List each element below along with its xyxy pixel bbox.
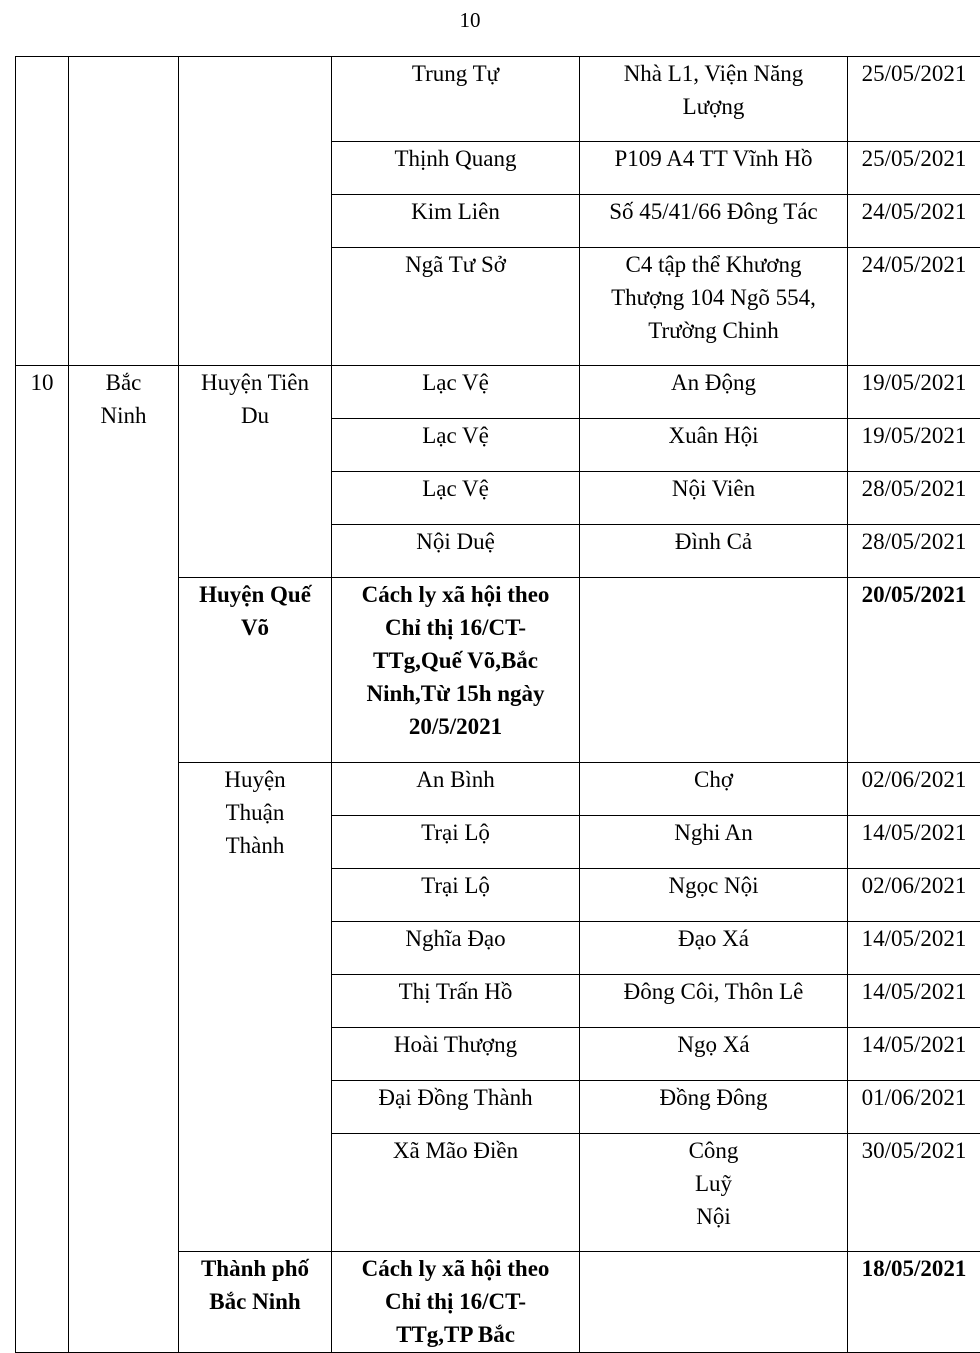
date-cell: 25/05/2021: [848, 142, 980, 195]
date-cell: 28/05/2021: [848, 525, 980, 578]
commune-cell: Trung Tự: [332, 57, 580, 142]
commune-cell: Xã Mão Điền: [332, 1134, 580, 1252]
date-cell: 18/05/2021: [848, 1252, 980, 1353]
date-cell: 19/05/2021: [848, 419, 980, 472]
commune-cell: Thị Trấn Hồ: [332, 975, 580, 1028]
date-cell: 28/05/2021: [848, 472, 980, 525]
area-cell: Đạo Xá: [580, 922, 848, 975]
commune-cell: An Bình: [332, 763, 580, 816]
area-cell-empty: [580, 1252, 848, 1353]
date-cell: 02/06/2021: [848, 763, 980, 816]
date-cell: 02/06/2021: [848, 869, 980, 922]
commune-cell: Lạc Vệ: [332, 366, 580, 419]
stt-cell: 10: [16, 366, 69, 1353]
district-cell: Huyện Thuận Thành: [179, 763, 332, 1252]
area-cell: Nghi An: [580, 816, 848, 869]
date-cell: 24/05/2021: [848, 248, 980, 366]
area-cell: Nhà L1, Viện Năng Lượng: [580, 57, 848, 142]
area-cell: Số 45/41/66 Đông Tác: [580, 195, 848, 248]
area-cell: Chợ: [580, 763, 848, 816]
lockdown-table: [15, 56, 980, 1353]
table-row: [16, 366, 980, 419]
note-cell: Cách ly xã hội theo Chỉ thị 16/CT- TTg,Quế Võ,Bắc Ninh,Từ 15h ngày 20/5/2021: [332, 578, 580, 763]
area-cell: Ngọc Nội: [580, 869, 848, 922]
district-cell: Huyện Tiên Du: [179, 366, 332, 578]
commune-cell: Kim Liên: [332, 195, 580, 248]
area-cell: Ngọ Xá: [580, 1028, 848, 1081]
date-cell: 20/05/2021: [848, 578, 980, 763]
commune-cell: Nghĩa Đạo: [332, 922, 580, 975]
date-cell: 14/05/2021: [848, 922, 980, 975]
date-cell: 14/05/2021: [848, 975, 980, 1028]
area-cell: Đông Côi, Thôn Lê: [580, 975, 848, 1028]
date-cell: 14/05/2021: [848, 816, 980, 869]
area-cell: P109 A4 TT Vĩnh Hồ: [580, 142, 848, 195]
area-cell: Xuân Hội: [580, 419, 848, 472]
commune-cell: Ngã Tư Sở: [332, 248, 580, 366]
district-cell-empty: [179, 57, 332, 366]
area-cell: An Động: [580, 366, 848, 419]
province-cell-empty: [69, 57, 179, 366]
province-cell: Bắc Ninh: [69, 366, 179, 1353]
page-number: 10: [0, 8, 940, 33]
date-cell: 30/05/2021: [848, 1134, 980, 1252]
date-cell: 14/05/2021: [848, 1028, 980, 1081]
date-cell: 24/05/2021: [848, 195, 980, 248]
commune-cell: Thịnh Quang: [332, 142, 580, 195]
date-cell: 25/05/2021: [848, 57, 980, 142]
date-cell: 19/05/2021: [848, 366, 980, 419]
commune-cell: Lạc Vệ: [332, 472, 580, 525]
commune-cell: Trại Lộ: [332, 869, 580, 922]
commune-cell: Trại Lộ: [332, 816, 580, 869]
area-cell: Đình Cả: [580, 525, 848, 578]
date-cell: 01/06/2021: [848, 1081, 980, 1134]
area-cell-empty: [580, 578, 848, 763]
note-cell: Cách ly xã hội theo Chỉ thị 16/CT- TTg,TP Bắc: [332, 1252, 580, 1353]
area-cell: Đồng Đông: [580, 1081, 848, 1134]
table-row: [16, 57, 980, 142]
district-cell: Thành phố Bắc Ninh: [179, 1252, 332, 1353]
stt-cell-empty: [16, 57, 69, 366]
commune-cell: Nội Duệ: [332, 525, 580, 578]
commune-cell: Hoài Thượng: [332, 1028, 580, 1081]
district-cell: Huyện Quế Võ: [179, 578, 332, 763]
commune-cell: Lạc Vệ: [332, 419, 580, 472]
area-cell: C4 tập thể Khương Thượng 104 Ngõ 554, Trường Chinh: [580, 248, 848, 366]
area-cell: Công Luỹ Nội: [580, 1134, 848, 1252]
commune-cell: Đại Đồng Thành: [332, 1081, 580, 1134]
area-cell: Nội Viên: [580, 472, 848, 525]
